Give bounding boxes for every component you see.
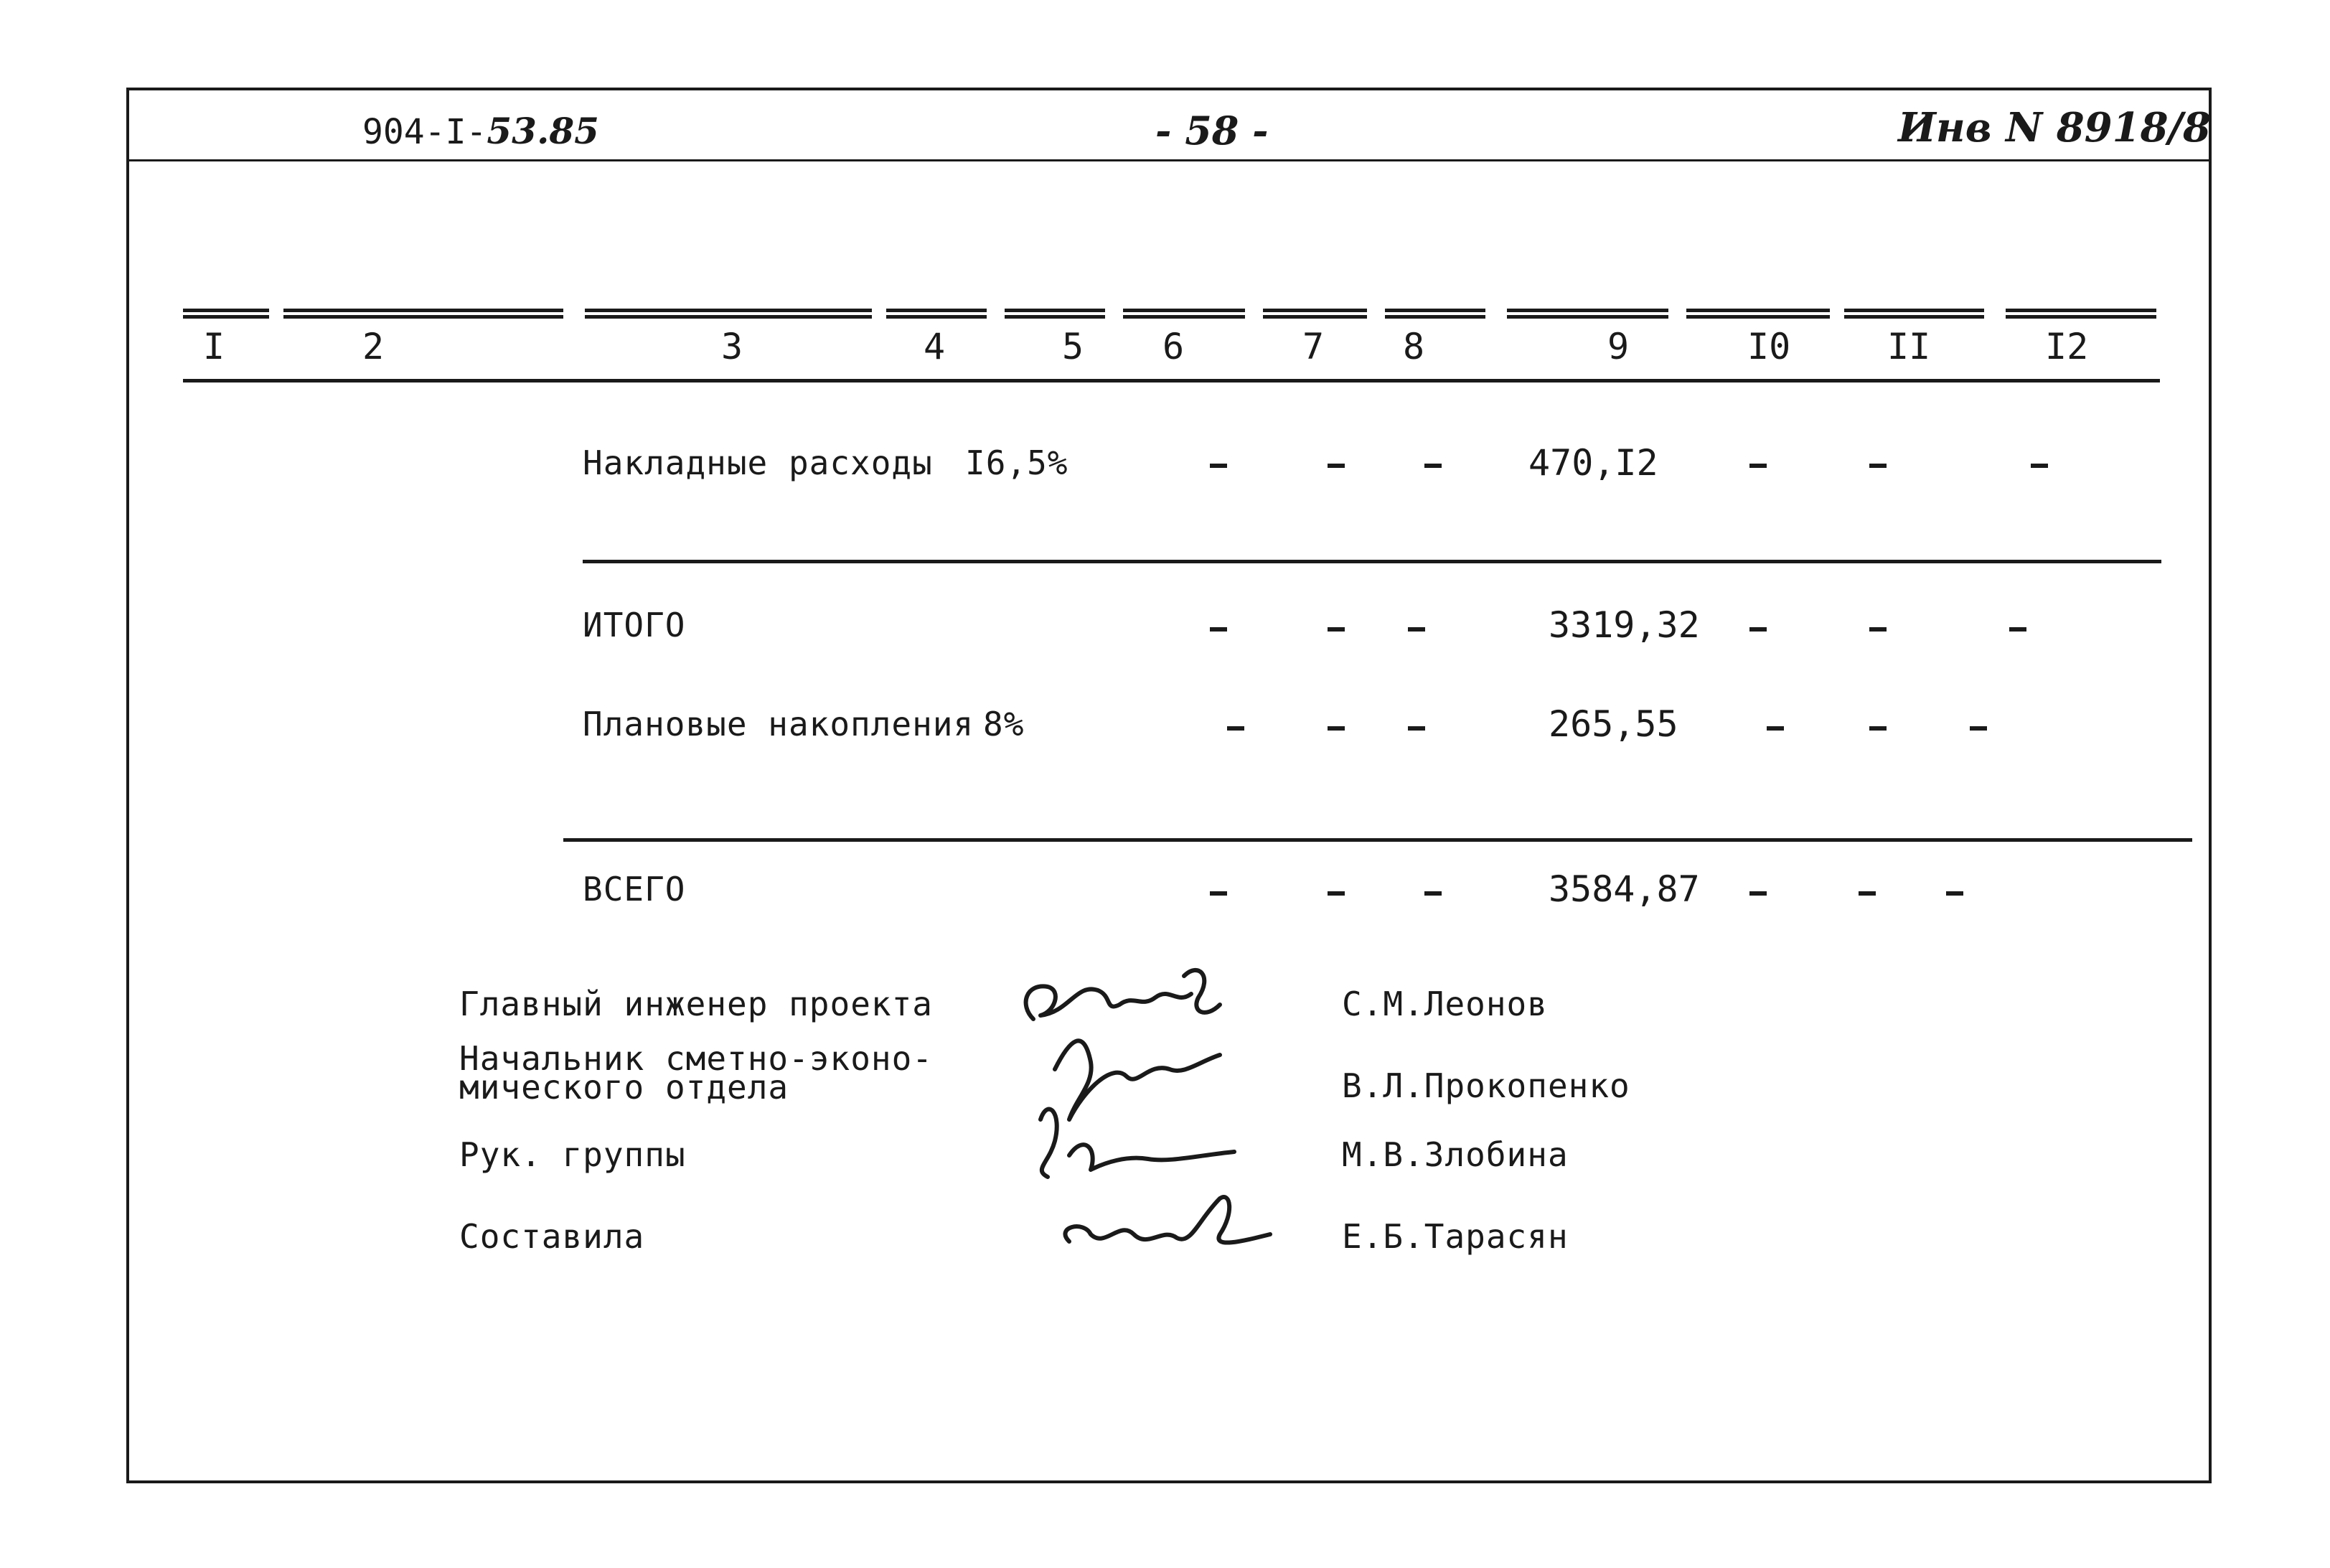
doc-code-printed: 904-I- [362, 112, 487, 152]
cell-col12 [1970, 726, 1987, 731]
cell-col7 [1328, 627, 1345, 632]
cell-col8 [1424, 464, 1442, 468]
frame-bottom-border [126, 1480, 2212, 1483]
table-header-bottom-rule [183, 379, 2160, 382]
cell-col11 [1869, 464, 1887, 468]
signatory-role: Составила [459, 1217, 645, 1256]
signatory-role: Начальник сметно-эконо- [459, 1039, 933, 1078]
column-header-12: I2 [2045, 326, 2089, 367]
cell-col10 [1749, 891, 1767, 896]
cell-col10 [1767, 726, 1784, 731]
frame-right-border [2209, 88, 2212, 1483]
cell-col12 [1946, 891, 1963, 896]
row-percent: 8% [983, 705, 1025, 743]
cell-col7 [1328, 726, 1345, 731]
cell-col7 [1328, 891, 1345, 896]
cell-col6 [1210, 464, 1227, 468]
signatory-role: Главный инженер проекта [459, 985, 933, 1023]
row-percent: I6,5% [965, 443, 1068, 482]
row-label: ВСЕГО [583, 870, 686, 909]
column-header-6: 6 [1162, 326, 1185, 367]
column-header-4: 4 [924, 326, 946, 367]
cell-col10 [1749, 464, 1767, 468]
signatory-name: С.М.Леонов [1342, 985, 1548, 1023]
cell-col8 [1424, 891, 1442, 896]
cell-col11 [1869, 627, 1887, 632]
cell-col6 [1210, 627, 1227, 632]
inventory-number: Инв N 8918/8 [1898, 104, 2211, 151]
cell-col8 [1408, 627, 1425, 632]
row-label: Накладные расходы [583, 443, 933, 482]
cell-col6 [1210, 891, 1227, 896]
row-label: Плановые накопления [583, 705, 974, 743]
header-divider [129, 159, 2210, 161]
column-header-8: 8 [1403, 326, 1425, 367]
cell-col9: 3319,32 [1549, 604, 1700, 646]
cell-col12 [2031, 464, 2048, 468]
column-header-1: I [203, 326, 225, 367]
page-number: - 58 - [1155, 108, 1269, 154]
column-header-10: I0 [1747, 326, 1791, 367]
handwritten-signatures [1005, 954, 1306, 1270]
signatory-name: В.Л.Прокопенко [1342, 1066, 1630, 1105]
cell-col9: 3584,87 [1549, 868, 1700, 910]
frame-top-border [129, 88, 2210, 90]
cell-col6 [1227, 726, 1244, 731]
cell-col10 [1749, 627, 1767, 632]
column-header-5: 5 [1062, 326, 1084, 367]
cell-col9: 470,I2 [1528, 442, 1658, 484]
row-label: ИТОГО [583, 606, 686, 644]
section-divider [563, 838, 2192, 842]
cell-col11 [1859, 891, 1876, 896]
column-header-9: 9 [1607, 326, 1630, 367]
doc-code [362, 110, 599, 152]
cell-col8 [1408, 726, 1425, 731]
signatory-role: Рук. группы [459, 1135, 686, 1174]
cell-col12 [2009, 627, 2026, 632]
signatory-role: мического отдела [459, 1068, 789, 1107]
cell-col7 [1328, 464, 1345, 468]
column-header-7: 7 [1302, 326, 1325, 367]
frame-left-border [126, 88, 129, 1483]
signatory-name: Е.Б.Тарасян [1342, 1217, 1569, 1256]
signatory-name: М.В.Злобина [1342, 1135, 1569, 1174]
column-header-11: II [1887, 326, 1931, 367]
column-header-3: 3 [721, 326, 743, 367]
cell-col11 [1869, 726, 1887, 731]
doc-code-handwritten: 53.85 [487, 110, 599, 152]
column-header-2: 2 [362, 326, 385, 367]
section-divider [583, 560, 2161, 563]
cell-col9: 265,55 [1549, 703, 1678, 745]
